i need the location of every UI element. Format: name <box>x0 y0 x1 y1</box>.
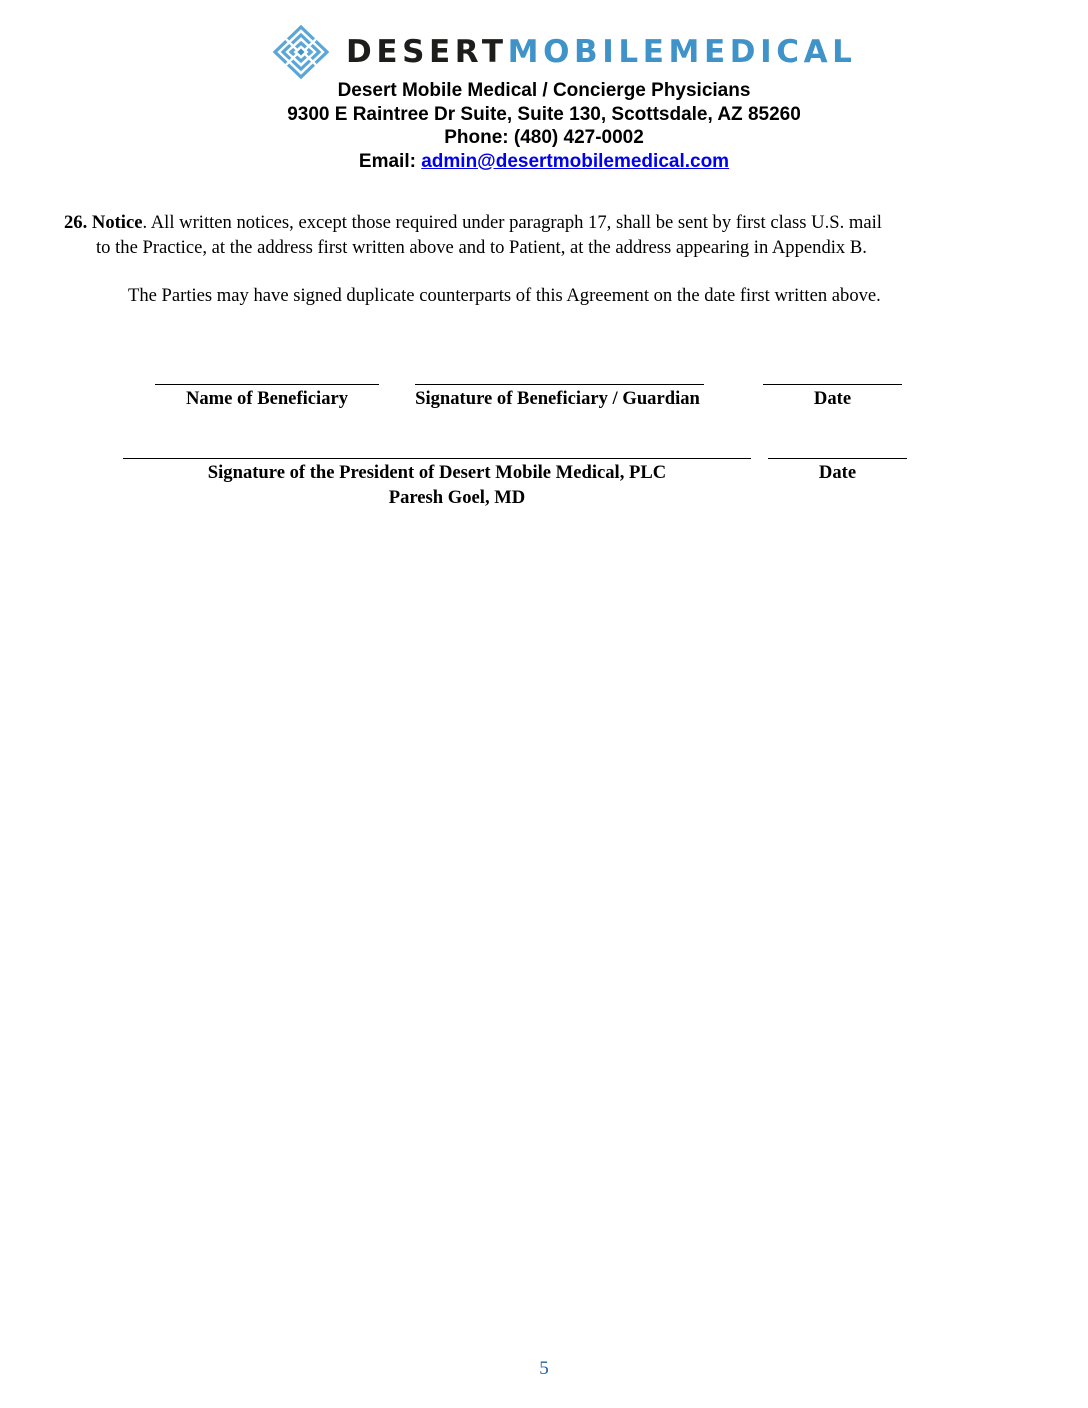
company-logo <box>272 24 857 80</box>
beneficiary-date-label: Date <box>813 388 852 409</box>
president-name: Paresh Goel, MD <box>388 487 526 508</box>
logo-wordmark <box>346 32 857 72</box>
practice-email-line <box>0 150 1088 174</box>
practice-address: 9300 E Raintree Dr Suite, Suite 130, Scottsdale, AZ 85260 <box>287 103 801 125</box>
practice-name: Desert Mobile Medical / Concierge Physicians <box>337 80 751 101</box>
page-number: 5 <box>539 1358 549 1379</box>
president-signature-line[interactable] <box>123 458 751 459</box>
beneficiary-name-line[interactable] <box>155 384 379 385</box>
diamond-maze-logo-icon <box>272 24 330 80</box>
president-signature-label: Signature of the President of Desert Mobile Medical, PLC <box>207 462 667 483</box>
notice-heading: 26. Notice <box>64 212 143 233</box>
notice-line-1 <box>64 211 1034 236</box>
president-date-label: Date <box>818 462 857 483</box>
logo-word-desert: DESERT <box>346 34 508 70</box>
president-date-line[interactable] <box>768 458 907 459</box>
logo-word-mobilemedical: MOBILEMEDICAL <box>507 34 857 70</box>
parties-statement: The Parties may have signed duplicate counterparts of this Agreement on the date first written above. <box>128 285 881 306</box>
email-link[interactable]: admin@desertmobilemedical.com <box>421 150 730 172</box>
notice-text-1: . All written notices, except those required under paragraph 17, shall be sent by first class U.S. mail <box>142 212 882 233</box>
notice-text-2: to the Practice, at the address first written above and to Patient, at the address appearing in Appendix B. <box>96 236 867 258</box>
letterhead <box>0 79 1088 173</box>
notice-paragraph <box>64 211 1034 260</box>
email-label: Email: <box>358 150 416 172</box>
beneficiary-signature-label: Signature of Beneficiary / Guardian <box>415 388 700 409</box>
beneficiary-date-line[interactable] <box>763 384 902 385</box>
beneficiary-signature-line[interactable] <box>415 384 704 385</box>
name-of-beneficiary-label: Name of Beneficiary <box>185 388 349 409</box>
practice-phone: Phone: (480) 427-0002 <box>444 127 644 148</box>
